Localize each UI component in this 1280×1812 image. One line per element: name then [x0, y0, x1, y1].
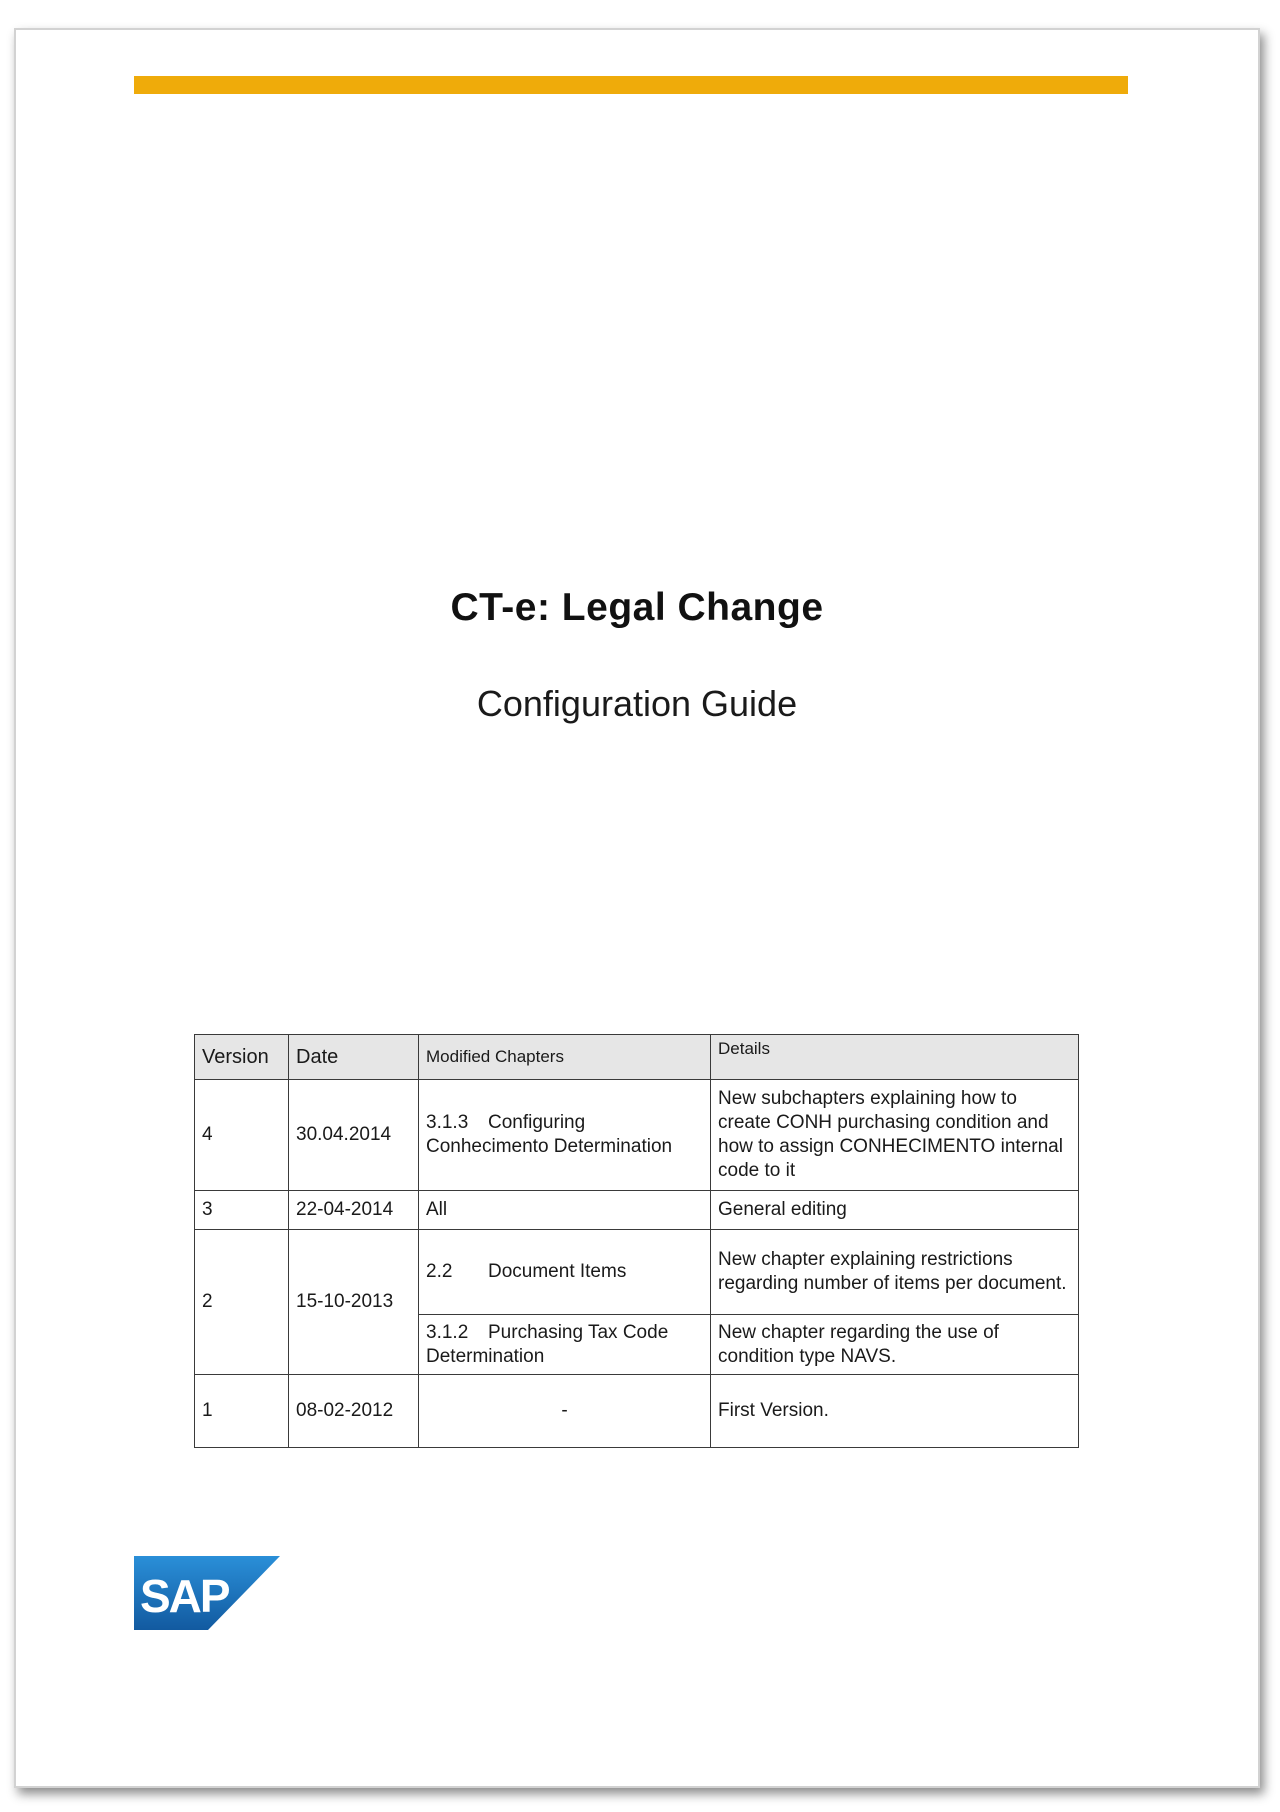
- version-cell: 3: [195, 1191, 289, 1230]
- chapter-title: Configuring Conhecimento Determination: [426, 1112, 673, 1157]
- chapters-cell: [419, 1315, 711, 1375]
- date-cell: 22-04-2014: [289, 1191, 419, 1230]
- date-cell: 30.04.2014: [289, 1080, 419, 1191]
- details-cell: General editing: [711, 1191, 1079, 1230]
- sap-logo: [134, 1556, 280, 1630]
- chapter-number: 3.1.2: [426, 1321, 469, 1343]
- table-row: [195, 1080, 1079, 1191]
- chapters-cell: [419, 1230, 711, 1315]
- chapters-cell: -: [419, 1375, 711, 1448]
- document-page: [14, 28, 1260, 1788]
- details-cell: New chapter regarding the use of condition type NAVS.: [711, 1315, 1079, 1375]
- table-row: [195, 1375, 1079, 1448]
- chapter-number: 2.2: [426, 1261, 453, 1282]
- version-history-table: [194, 1034, 1079, 1448]
- details-cell: New subchapters explaining how to create CONH purchasing condition and how to assign CONHECIMENTO internal code to it: [711, 1080, 1079, 1191]
- chapter-title: Purchasing Tax Code Determination: [426, 1321, 669, 1367]
- details-cell: New chapter explaining restrictions regarding number of items per document.: [711, 1230, 1079, 1315]
- chapter-number: 3.1.3: [426, 1112, 469, 1133]
- version-cell: 1: [195, 1375, 289, 1448]
- table-header-row: [195, 1035, 1079, 1080]
- header-details: Details: [711, 1035, 1079, 1080]
- chapter-title: Document Items: [488, 1261, 627, 1282]
- header-date: Date: [289, 1035, 419, 1080]
- table-row: [195, 1191, 1079, 1230]
- version-cell: 2: [195, 1230, 289, 1375]
- chapters-cell: All: [419, 1191, 711, 1230]
- accent-bar: [134, 76, 1128, 94]
- header-modified-chapters: Modified Chapters: [419, 1035, 711, 1080]
- date-cell: 15-10-2013: [289, 1230, 419, 1375]
- table-row: [195, 1230, 1079, 1315]
- date-cell: 08-02-2012: [289, 1375, 419, 1448]
- chapters-cell: [419, 1080, 711, 1191]
- document-title: CT-e: Legal Change: [450, 586, 824, 629]
- header-version: Version: [195, 1035, 289, 1080]
- details-cell: First Version.: [711, 1375, 1079, 1448]
- registered-mark: ®: [224, 1619, 231, 1629]
- logo-text: SAP: [140, 1570, 229, 1622]
- document-subtitle: Configuration Guide: [476, 683, 798, 724]
- version-cell: 4: [195, 1080, 289, 1191]
